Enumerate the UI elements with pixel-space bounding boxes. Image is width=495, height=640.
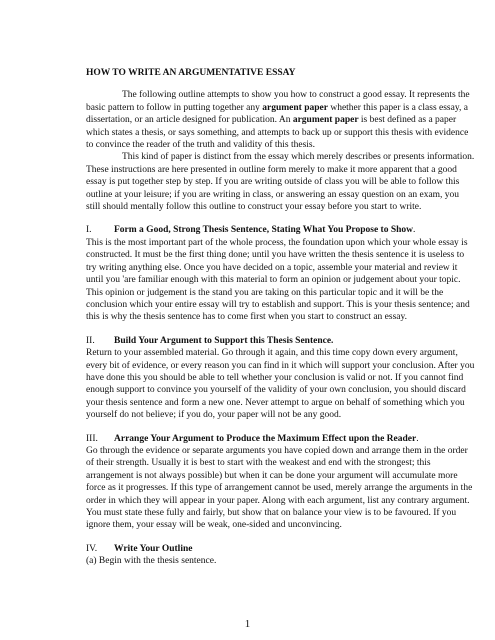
section-number: II.	[86, 335, 95, 346]
section-4	[86, 543, 475, 568]
section-2	[86, 335, 475, 422]
section-heading-end: .	[416, 433, 419, 444]
intro-text: The following outline attempts to show you how to construct a good essay. It represents the basic pattern to follow in putting together any	[86, 90, 470, 113]
section-heading	[86, 543, 475, 555]
section-1	[86, 224, 475, 323]
section-heading-text: Arrange Your Argument to Produce the Maximum Effect upon the Reader	[114, 433, 417, 444]
bold-term: argument paper	[262, 102, 328, 113]
section-3	[86, 433, 475, 532]
intro-text: whether this paper is a class essay, a dissertation, or an article designed for publication. An	[86, 102, 468, 126]
section-body: (a) Begin with the thesis sentence.	[86, 556, 217, 567]
section-body: This is the most important part of the whole process, the foundation upon which your whole essay is constructed. It must be the first thing done; until you have written the thesis sentence it is useless to try writing anything else. Once you have decided on a topic, assemble your material and review it until you 'are familiar enough with this material to form an opinion or judgement about your topic. This opinion or judgement is the stand you are taking on this particular topic and it will be the conclusion which your entire essay will try to establish and support. This is your thesis sentence; and this is why the thesis sentence has to come first when you start to construct an essay.	[86, 237, 470, 323]
section-body: Return to your assembled material. Go through it again, and this time copy down every argument, every bit of evidence, or every reason you can find in it which will support your conclusion. After you have done this you should be able to tell whether your conclusion is valid or not. If you cannot find enough support to convince you yourself of the validity of your own conclusion, you should discard your thesis sentence and form a new one. Never attempt to argue on behalf of something which you yourself do not believe; if you do, your paper will not be any good.	[86, 348, 475, 421]
section-number: III.	[86, 433, 98, 444]
section-number: I.	[86, 225, 92, 236]
section-heading-text: Build Your Argument to Support this Thesis Sentence.	[114, 335, 334, 346]
section-heading-text: Write Your Outline	[114, 543, 193, 554]
section-heading	[86, 335, 475, 347]
page-number: 1	[244, 618, 251, 630]
bold-term: argument paper	[292, 115, 359, 126]
intro-paragraph-1	[86, 89, 475, 151]
section-body: Go through the evidence or separate arguments you have copied down and arrange them in the order of their strength. Usually it is best to start with the weakest and end with the strongest; this arrangement is not always possible) but when it can be done your argument will accumulate more force as it progresses. If this type of arrangement cannot be used, merely arrange the arguments in the order in which they will appear in your paper. Along with each argument, list any contrary argument. You must state these fully and fairly, but show that on balance your view is to be favoured. If you ignore them, your essay will be weak, one-sided and unconvincing.	[86, 445, 473, 531]
intro-text: is best defined as a paper which states a thesis, or says something, and attempts to back up or support this thesis with evidence to convince the reader of the truth and validity of this thesis.	[86, 115, 469, 151]
document-title: HOW TO WRITE AN ARGUMENTATIVE ESSAY	[86, 68, 296, 78]
section-heading	[86, 224, 475, 236]
intro-paragraph-2: This kind of paper is distinct from the essay which merely describes or presents information. These instructions are here presented in outline form merely to make it more apparent that a good essay is put together step by step. If you are writing outside of class you will be able to follow this outline at your leisure; if you are writing in class, or answering an essay question on an exam, you still should mentally follow this outline to construct your essay before you start to write.	[86, 152, 475, 213]
section-heading	[86, 433, 475, 445]
section-heading-text: Form a Good, Strong Thesis Sentence, Stating What You Propose to Show	[114, 225, 414, 236]
section-heading-end: .	[413, 225, 416, 236]
section-number: IV.	[86, 543, 98, 554]
